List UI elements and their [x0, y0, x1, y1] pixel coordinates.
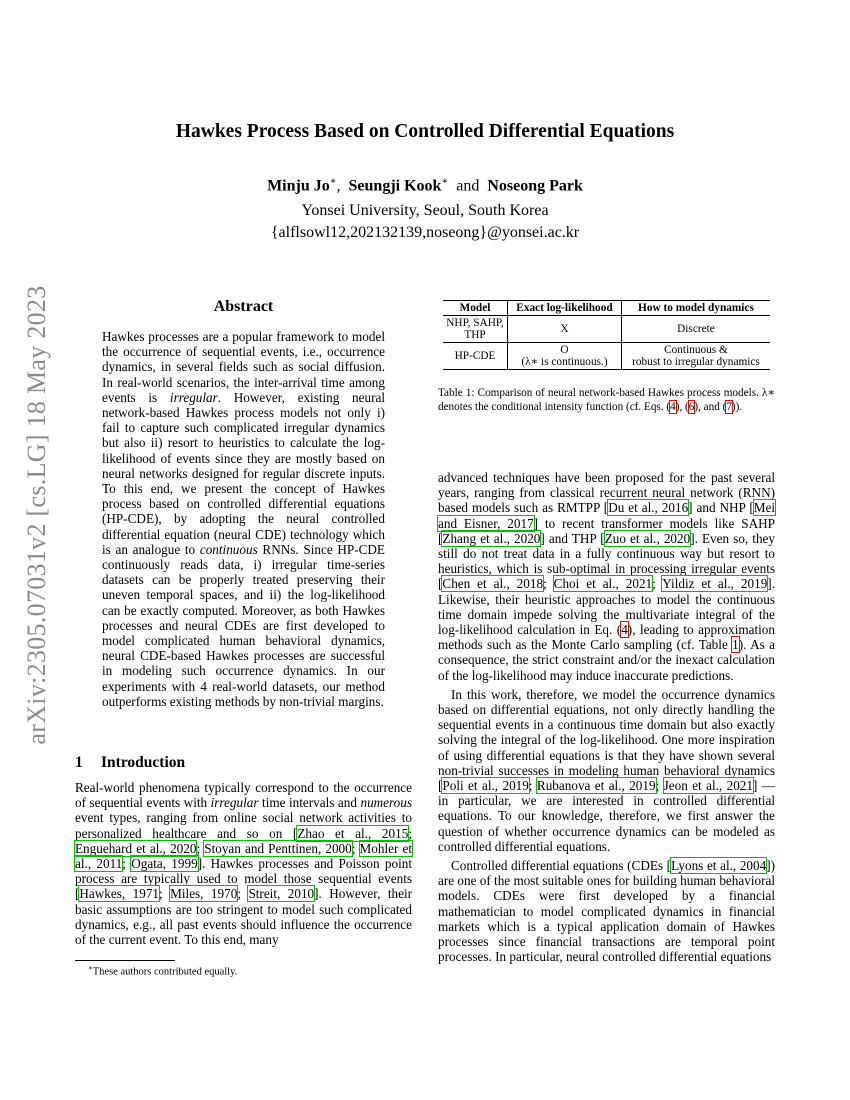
footnote: ∗These authors contributed equally. — [88, 964, 238, 978]
section-heading-introduction: 1 Introduction — [75, 754, 186, 771]
comparison-table — [443, 300, 770, 370]
table-header-cell: How to model dynamics — [638, 302, 754, 314]
arxiv-stamp: arXiv:2305.07031v2 [cs.LG] 18 May 2023 — [22, 285, 51, 745]
author-line: Minju Jo∗, Seungji Kook∗ and Noseong Park — [267, 176, 583, 195]
table-caption: Table 1: Comparison of neural network-based Hawkes process models. λ∗ denotes the conditional intensity function (cf. Eqs. (4), (6), and (7)). — [438, 387, 775, 413]
author-3: Noseong Park — [487, 177, 583, 195]
equation-link[interactable]: 7 — [726, 400, 732, 413]
citation-link[interactable]: Ogata, 1999 — [131, 856, 198, 872]
equation-link[interactable]: 4 — [670, 400, 676, 413]
table-row — [443, 343, 770, 370]
table-cell: Discrete — [677, 323, 715, 335]
table-cell: Continuous & robust to irregular dynamics — [632, 344, 760, 368]
citation-link[interactable]: Stoyan and Penttinen, 2000 — [204, 840, 352, 856]
author-1-mark: ∗ — [329, 176, 337, 187]
citation-link[interactable]: Enguehard et al., 2020 — [75, 840, 197, 856]
abstract-body: Hawkes processes are a popular framework to model the occurrence of sequential events, i.e., occurrence dynamics, in several fields such as social diffusion. In real-world scenarios, the inter-arrival time among events is irregular. However, existing neural network-based Hawkes process models not only i) fail to capture such complicated irregular dynamics but also ii) resort to heuristics to calculate the log-likelihood of events since they are mostly based on neural networks designed for regular discrete inputs. To this end, we present the concept of Hawkes process based on controlled differential equations (HP-CDE), by adopting the neural controlled differential equation (neural CDE) technology which is an analogue to continuous RNNs. Since HP-CDE continuously reads data, i) irregular time-series datasets can be properly treated preserving their uneven temporal spaces, and ii) the log-likelihood can be exactly computed. Moreover, as both Hawkes processes and neural CDEs are first developed to model complicated human behavioral dynamics, neural CDE-based Hawkes processes are successful in modeling such occurrence dynamics. In our experiments with 4 real-world datasets, our method outperforms existing methods by non-trivial margins. — [102, 329, 385, 709]
paragraph: In this work, therefore, we model the occurrence dynamics based on differential equations, not only directly handling the sequential events in a continuous time domain but also exactly solving the integral of the log-likelihood. One more inspiration of using differential equations is that they have shown several non-trivial successes in modeling human behavioral dynamics [Poli et al., 2019; Rubanova et al., 2019; Jeon et al., 2021] — in particular, we are interested in controlled differential equations. To our knowledge, therefore, we first answer the question of whether occurrence dynamics can be modeled as controlled differential equations. — [438, 686, 775, 854]
author-1: Minju Jo — [267, 177, 330, 195]
citation-link[interactable]: Rubanova et al., 2019 — [536, 778, 656, 794]
author-and: and — [456, 177, 480, 195]
citation-link[interactable]: Poli et al., 2019 — [442, 778, 529, 794]
citation-link[interactable]: Zuo et al., 2020 — [604, 530, 691, 546]
table-header-row — [443, 301, 770, 316]
citation-link[interactable]: Mohler et al., 2011 — [75, 840, 412, 872]
citation-link[interactable]: Chen et al., 2018 — [442, 576, 544, 592]
paper-title: Hawkes Process Based on Controlled Differential Equations — [175, 121, 675, 142]
table-row — [443, 316, 770, 343]
table-cell: HP-CDE — [443, 343, 508, 370]
citation-link[interactable]: Zhao et al., 2015 — [297, 825, 409, 841]
affiliation: Yonsei University, Seoul, South Korea — [301, 202, 549, 219]
equation-link[interactable]: 4 — [621, 622, 628, 638]
equation-link[interactable]: 6 — [688, 400, 695, 413]
right-column-body — [438, 470, 775, 969]
citation-link[interactable]: Lyons et al., 2004 — [671, 858, 767, 874]
table-header-cell: Exact log-likelihood — [508, 301, 622, 316]
paragraph: Controlled differential equations (CDEs [Lyons et al., 2004]) are one of the most suitable ones for building human behavioral models. CDEs were first developed by a financial mathematician to model complicated dynamics in financial markets which is a typical application domain of Hawkes processes since financial transactions are temporal point processes. In particular, neural controlled differential equations — [438, 858, 775, 965]
citation-link[interactable]: Mei and Eisner, 2017 — [438, 500, 775, 531]
introduction-body: Real-world phenomena typically correspond to the occurrence of sequential events with irregular time intervals and numerous event types, ranging from online social network activities to personalized healthcare and so on [Zhao et al., 2015; Enguehard et al., 2020; Stoyan and Penttinen, 2000; Mohler et al., 2011; Ogata, 1999]. Hawkes processes and Poisson point process are typically used to model those sequential events [Hawkes, 1971; Miles, 1970; Streit, 2010]. However, their basic assumptions are too stringent to model such complicated dynamics, e.g., all past events should influence the occurrence of the current event. To this end, many — [75, 780, 412, 948]
author-emails: {alflsowl12,202132139,noseong}@yonsei.ac.kr — [270, 224, 580, 241]
table-header-cell: Model — [443, 301, 508, 316]
citation-link[interactable]: Jeon et al., 2021 — [663, 778, 753, 794]
citation-link[interactable]: Choi et al., 2021 — [553, 576, 653, 592]
table-cell: X — [508, 316, 622, 343]
citation-link[interactable]: Hawkes, 1971 — [79, 886, 160, 902]
table-link[interactable]: 1 — [732, 637, 739, 653]
citation-link[interactable]: Miles, 1970 — [170, 886, 238, 902]
paragraph: advanced techniques have been proposed for the past several years, ranging from classical recurrent neural network (RNN) based models such as RMTPP [Du et al., 2016] and NHP [Mei and Eisner, 2017] to recent transformer models like SAHP [Zhang et al., 2020] and THP [Zuo et al., 2020]. Even so, they still do not treat data in a fully continuous way but resort to heuristics, which is sub-optimal in processing irregular events [Chen et al., 2018; Choi et al., 2021; Yildiz et al., 2019]. Likewise, their heuristic approaches to model the continuous time domain impede solving the multivariate integral of the log-likelihood calculation in Eq. (4), leading to approximation methods such as the Monte Carlo sampling (cf. Table 1). As a consequence, the strict constraint and/or the inexact calculation of the log-likelihood may induce inaccurate predictions. — [438, 470, 776, 683]
author-2-mark: ∗ — [441, 176, 449, 187]
abstract-heading: Abstract — [213, 298, 274, 315]
citation-link[interactable]: Zhang et al., 2020 — [442, 530, 541, 546]
citation-link[interactable]: Streit, 2010 — [248, 886, 315, 902]
citation-link[interactable]: Yildiz et al., 2019 — [662, 576, 768, 592]
footnote-rule — [75, 960, 175, 961]
table-cell: NHP, SAHP, THP — [443, 316, 508, 343]
author-2: Seungji Kook — [348, 177, 442, 195]
citation-link[interactable]: Du et al., 2016 — [608, 500, 689, 516]
table-cell: O (λ∗ is continuous.) — [508, 343, 622, 370]
